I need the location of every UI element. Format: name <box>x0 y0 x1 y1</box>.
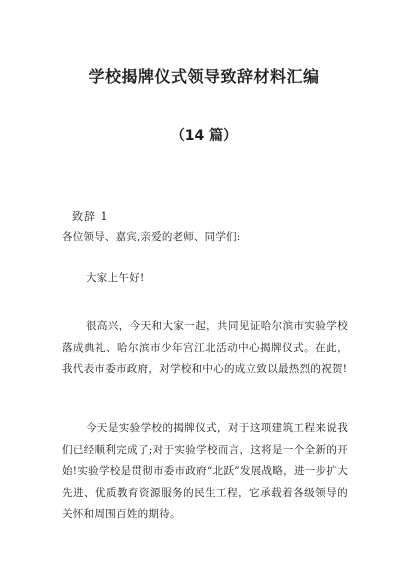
paragraph-opening: 大家上午好! <box>86 272 145 284</box>
paragraph-body: 很高兴，今天和大家一起，共同见证哈尔滨市实验学校落成典礼、哈尔滨市少年宫江北活动中心揭牌仪式。在此，我代表市委市政府，对学校和中心的成立致以最热烈的祝贺! <box>62 320 348 375</box>
paragraph-body: 今天是实验学校的揭牌仪式，对于这项建筑工程来说我们已经顺利完成了;对于实验学校而言，这将是一个全新的开始!实验学校是贯彻市委市政府“北跃”发展战略，进一步扩大先进、优质教育资源服务的民生工程，它承载着各级领导的关怀和周围百姓的期待。 <box>62 422 348 520</box>
document-subtitle: （14 篇） <box>170 128 238 144</box>
salutation: 各位领导、嘉宾,亲爱的老师、同学们: <box>62 231 241 243</box>
section-label: 致辞 1 <box>72 210 109 223</box>
document-title: 学校揭牌仪式领导致辞材料汇编 <box>88 67 320 86</box>
